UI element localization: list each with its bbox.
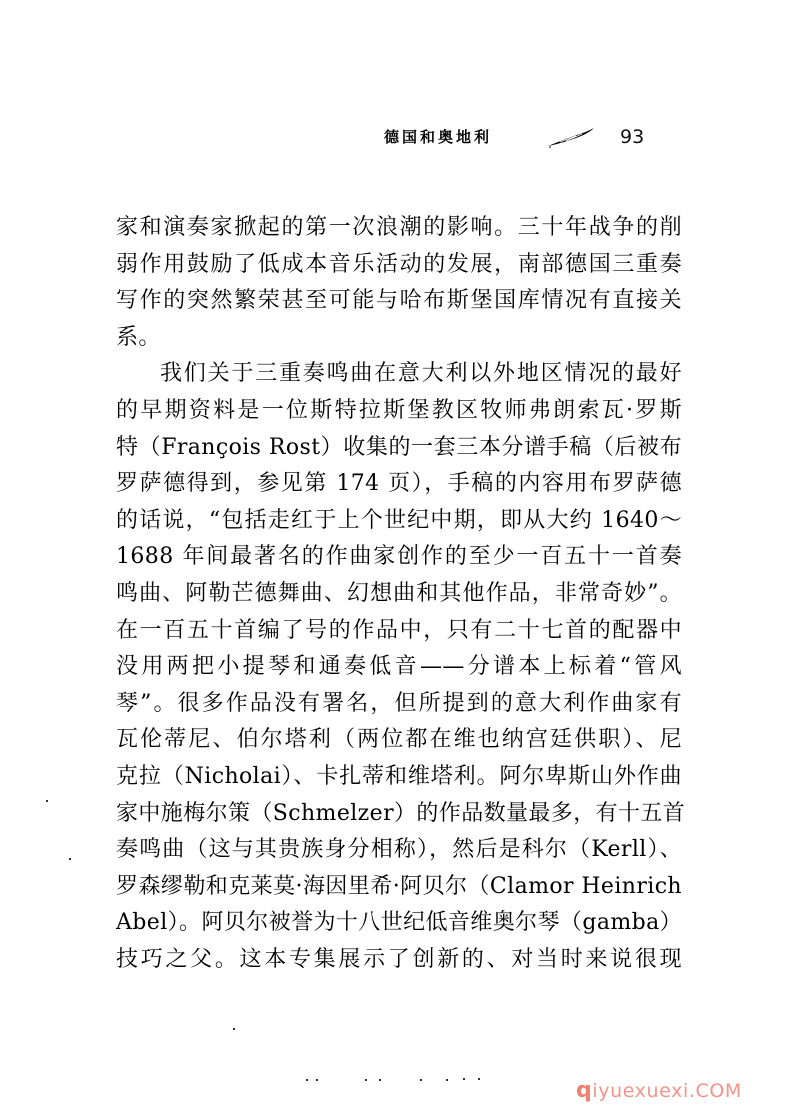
watermark-first-letter: q [576,1078,593,1103]
text-line: 琴”。很多作品没有署名，但所提到的意大利作曲家有 [116,690,682,716]
text-line: 鸣曲、阿勒芒德舞曲、幻想曲和其他作品，非常奇妙”。 [116,580,682,606]
text-line: Abel）。阿贝尔被誉为十八世纪低音维奥尔琴（gamba） [116,910,682,936]
text-line: 家中施梅尔策（Schmelzer）的作品数量最多，有十五首 [116,800,686,826]
scan-speck [46,800,48,802]
body-text [116,210,686,978]
text-line: 在一百五十首编了号的作品中，只有二十七首的配器中 [116,617,682,643]
text-line: 我们关于三重奏鸣曲在意大利以外地区情况的最好 [160,361,682,387]
text-line: 的早期资料是一位斯特拉斯堡教区牧师弗朗索瓦·罗斯 [116,397,682,423]
text-line: 技巧之父。这本专集展示了创新的、对当时来说很现 [116,946,682,972]
text-line: 特（François Rost）收集的一套三本分谱手稿（后被布 [116,434,682,460]
scan-speck [306,1079,308,1081]
scan-speck [463,1078,465,1080]
scan-speck [316,1079,318,1081]
scan-speck [478,1078,480,1080]
text-line: 罗森缪勒和克莱莫·海因里希·阿贝尔（Clamor Heinrich [116,873,682,899]
chapter-title: 德国和奥地利 [384,128,493,146]
site-watermark [576,1078,742,1104]
text-line: 罗萨德得到，参见第 174 页），手稿的内容用布罗萨德 [116,471,682,497]
running-header [384,126,664,156]
text-line: 的话说，“包括走红于上个世纪中期，即从大约 1640～ [116,507,682,533]
page-number: 93 [620,126,645,148]
text-line: 克拉（Nicholai）、卡扎蒂和维塔利。阿尔卑斯山外作曲 [116,763,682,789]
text-line: 弱作用鼓励了低成本音乐活动的发展，南部德国三重奏 [116,251,682,277]
scan-speck [420,1079,422,1081]
scan-speck [446,1079,448,1081]
quill-icon [546,126,596,148]
text-line: 系。 [116,324,161,350]
text-line: 家和演奏家掀起的第一次浪潮的影响。三十年战争的削 [116,215,682,240]
text-line: 写作的突然繁荣甚至可能与哈布斯堡国库情况有直接关 [116,288,682,314]
scan-speck [379,1079,381,1081]
watermark-text: iyuexuexi.COM [592,1080,742,1102]
scan-speck [233,1028,235,1030]
paragraph-1 [116,210,682,356]
text-line: 奏鸣曲（这与其贵族身分相称），然后是科尔（Kerll）、 [116,837,682,863]
text-line: 没用两把小提琴和通奏低音——分谱本上标着“管风 [116,654,682,680]
paragraph-2 [116,356,686,978]
text-line: 瓦伦蒂尼、伯尔塔利（两位都在维也纳宫廷供职）、尼 [116,727,682,753]
scan-speck [365,1079,367,1081]
scan-speck [69,858,71,860]
text-line: 1688 年间最著名的作曲家创作的至少一百五十一首奏 [116,544,682,570]
